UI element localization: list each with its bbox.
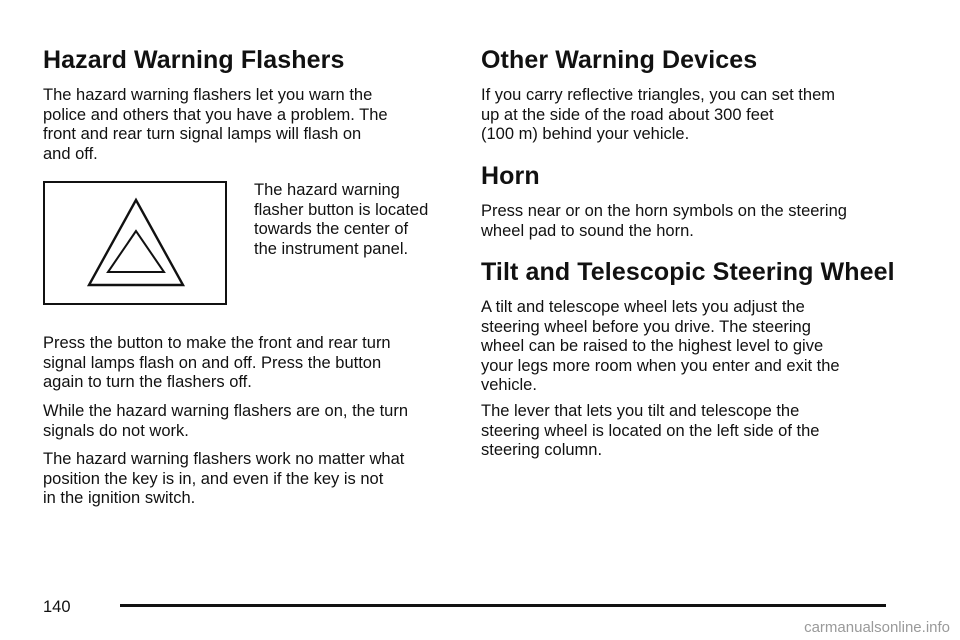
matter-line-2: position the key is in, and even if the key is not — [43, 469, 384, 488]
matter-line-1: The hazard warning flashers work no matter what — [43, 450, 405, 468]
button-note-line-3: towards the center of — [254, 220, 409, 238]
other-warning-paragraph — [481, 86, 835, 145]
no-matter-paragraph — [43, 450, 404, 509]
horn-heading: Horn — [481, 162, 540, 190]
press-line-2: signal lamps flash on and off. Press the button — [43, 353, 382, 372]
other-line-2: up at the side of the road about 300 feet — [481, 105, 774, 124]
other-line-1: If you carry reflective triangles, you can set them — [481, 86, 835, 104]
lever-line-1: The lever that lets you tilt and telescope the — [481, 402, 800, 420]
press-button-paragraph — [43, 334, 391, 393]
press-line-1: Press the button to make the front and rear turn — [43, 334, 391, 352]
watermark: carmanualsonline.info — [804, 619, 950, 636]
lever-paragraph — [481, 402, 819, 461]
lever-line-3: steering column. — [481, 441, 603, 459]
button-note-line-4: the instrument panel. — [254, 239, 409, 258]
hazard-intro-line-2: police and others that you have a problem. The — [43, 105, 388, 124]
tilt-line-3: wheel can be raised to the highest level to give — [481, 337, 824, 355]
other-line-3: (100 m) behind your vehicle. — [481, 125, 690, 143]
horn-line-1: Press near or on the horn symbols on the steering — [481, 202, 847, 220]
button-note-line-2: flasher button is located — [254, 200, 429, 219]
horn-line-2: wheel pad to sound the horn. — [481, 221, 694, 240]
matter-line-3: in the ignition switch. — [43, 489, 196, 507]
hazard-warning-flashers-heading: Hazard Warning Flashers — [43, 46, 345, 74]
button-location-note — [254, 181, 428, 259]
press-line-3: again to turn the flashers off. — [43, 373, 252, 391]
page-number: 140 — [43, 598, 71, 616]
lever-line-2: steering wheel is located on the left side of the — [481, 421, 820, 440]
hazard-intro-line-4: and off. — [43, 144, 98, 163]
horn-paragraph — [481, 202, 847, 241]
tilt-line-1: A tilt and telescope wheel lets you adjust the — [481, 298, 805, 316]
hazard-button-illustration — [43, 181, 227, 305]
while-line-1: While the hazard warning flashers are on, the turn — [43, 402, 409, 420]
tilt-line-5: vehicle. — [481, 376, 537, 394]
hazard-intro-line-1: The hazard warning flashers let you warn the — [43, 86, 373, 104]
other-warning-devices-heading: Other Warning Devices — [481, 46, 758, 74]
tilt-line-2: steering wheel before you drive. The steering — [481, 317, 811, 336]
hazard-intro-paragraph — [43, 86, 388, 164]
tilt-telescopic-heading: Tilt and Telescopic Steering Wheel — [481, 258, 895, 286]
tilt-paragraph — [481, 298, 840, 396]
hazard-triangle-icon — [45, 183, 229, 307]
while-line-2: signals do not work. — [43, 421, 189, 440]
hazard-intro-line-3: front and rear turn signal lamps will flash on — [43, 125, 362, 143]
tilt-line-4: your legs more room when you enter and exit the — [481, 356, 840, 375]
button-note-line-1: The hazard warning — [254, 181, 400, 199]
footer-rule — [120, 604, 886, 607]
while-flashers-paragraph — [43, 402, 408, 441]
